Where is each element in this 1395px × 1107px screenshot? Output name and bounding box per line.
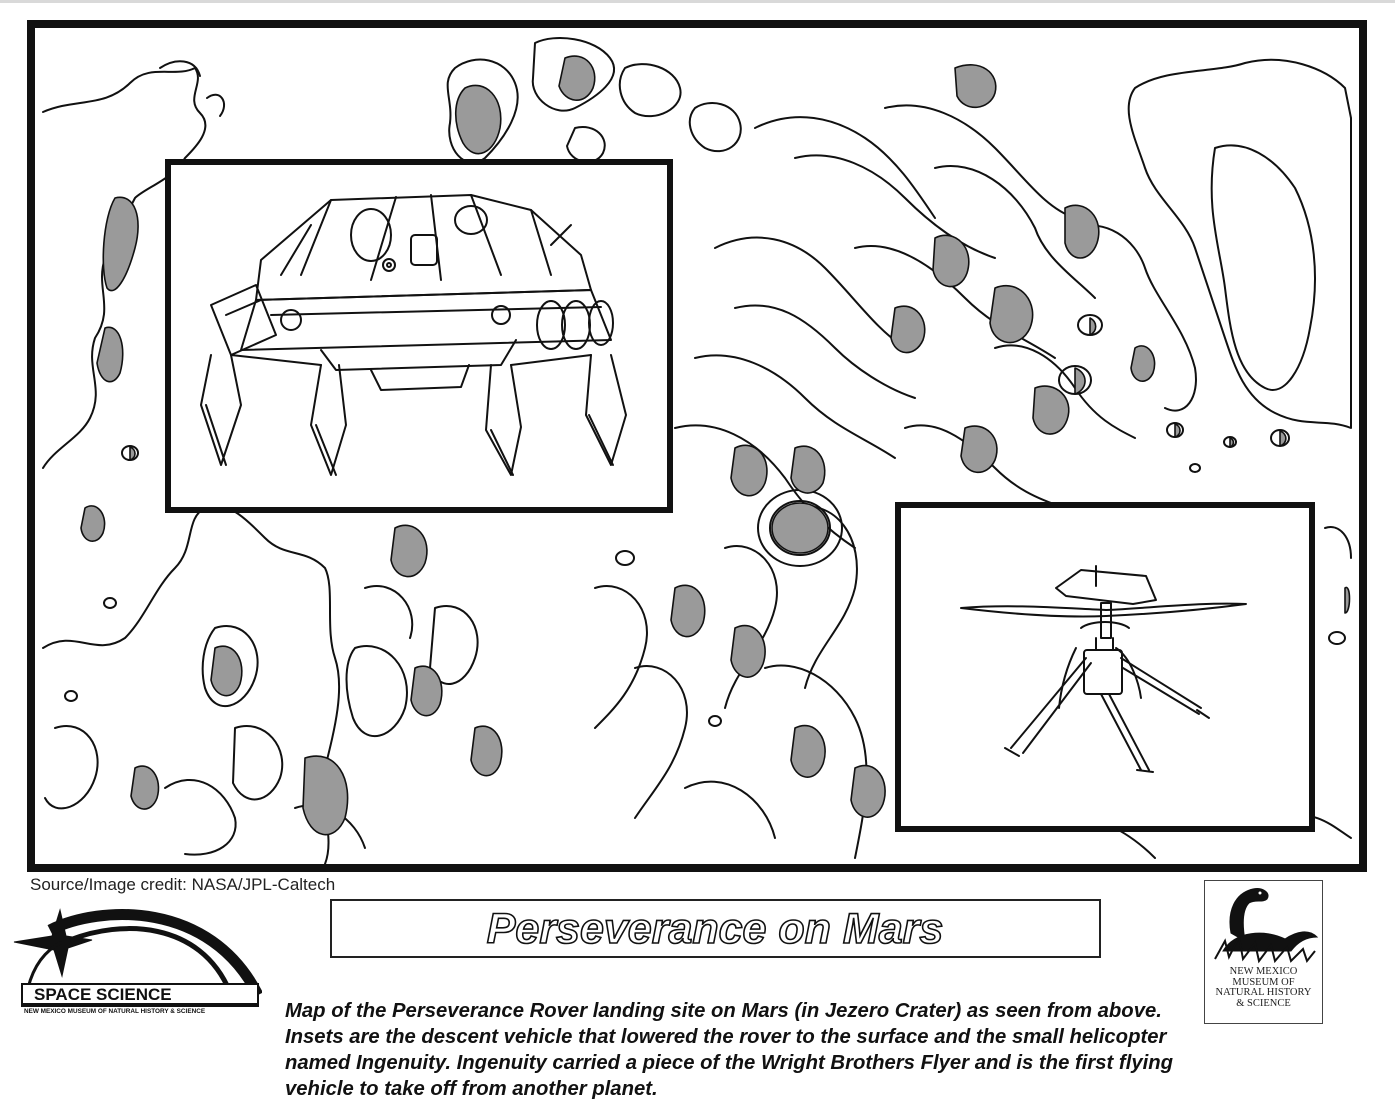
dinosaur-icon [1215,889,1317,961]
space-science-wordmark: SPACE SCIENCE [34,985,172,1004]
page-title: Perseverance on Mars [486,905,944,953]
space-science-subtitle: NEW MEXICO MUSEUM OF NATURAL HISTORY & SCIENCE [24,1008,206,1015]
museum-name-line-4: & SCIENCE [1236,997,1291,1009]
ingenuity-helicopter-icon [901,508,1309,826]
top-rule [0,0,1395,3]
museum-name-line-2: MUSEUM OF [1232,976,1295,988]
map-caption: Map of the Perseverance Rover landing site on Mars (in Jezero Crater) as seen from above. Insets are the descent vehicle that lowered the rover to the surface and the small helicopter named Ingenuity. Ingenuity carried a piece of the Wright Brothers Flyer and is the first flying vehicle to take off from another planet. [285,1000,1174,1100]
descent-stage-icon [171,165,667,507]
title-box [330,899,1101,958]
helicopter-inset [895,502,1315,832]
museum-name-line-3: NATURAL HISTORY [1215,987,1312,998]
museum-name-line-1: NEW MEXICO [1229,966,1298,977]
descent-vehicle-inset [165,159,673,513]
mars-terrain-map [27,20,1367,872]
image-credit: Source/Image credit: NASA/JPL-Caltech [30,875,336,894]
space-science-logo [10,900,262,1020]
